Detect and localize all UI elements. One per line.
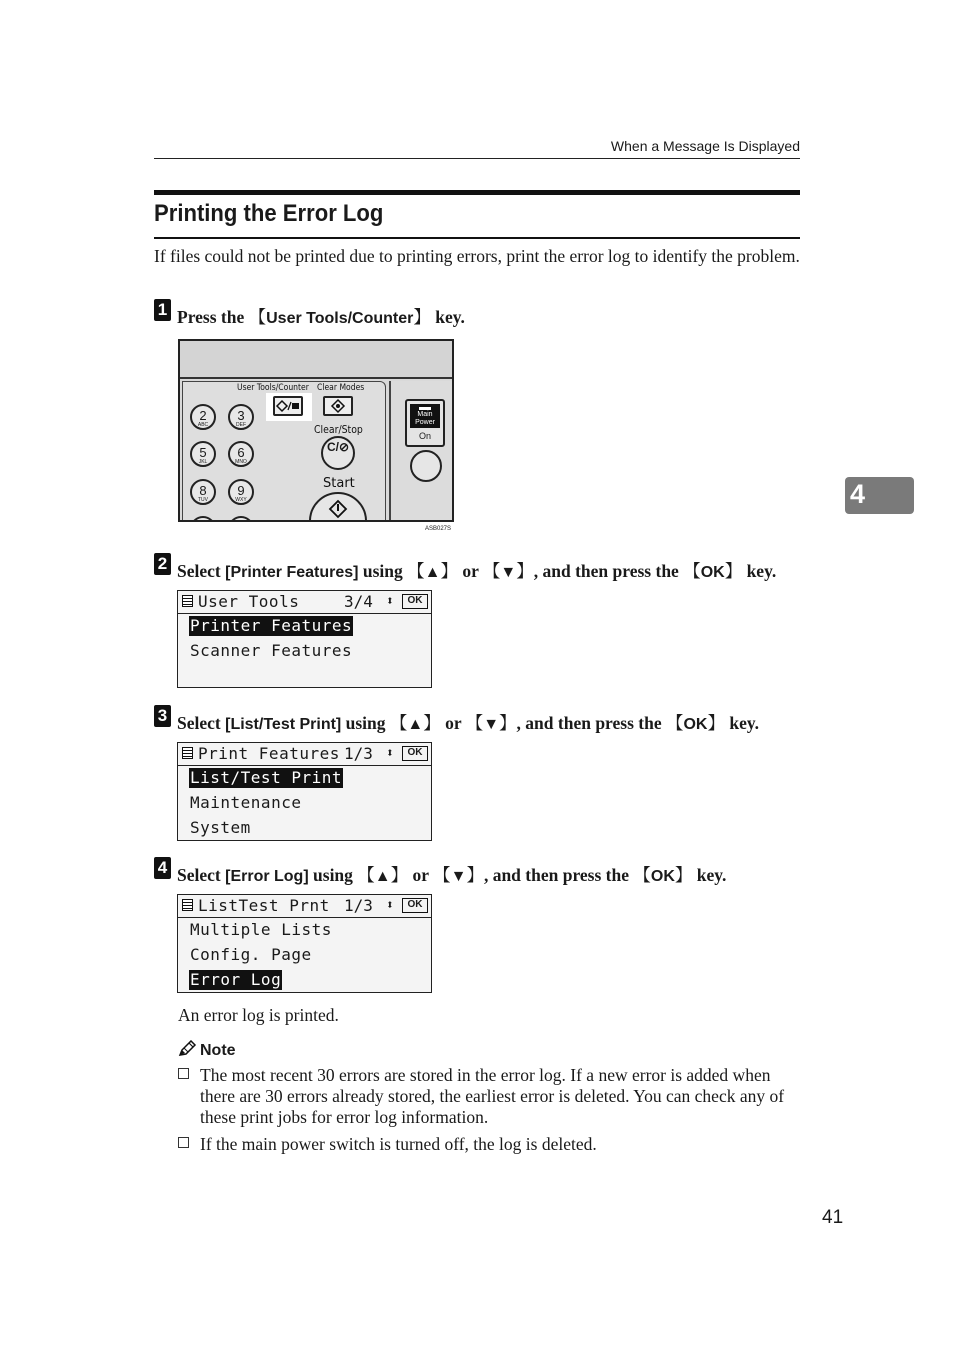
- clear-modes-button[interactable]: [323, 396, 353, 416]
- intro-paragraph: If files could not be printed due to printing errors, print the error log to identify the problem.: [154, 246, 800, 266]
- menu-item-error-log[interactable]: Error Log: [190, 970, 282, 989]
- page-number: 41: [822, 1207, 844, 1228]
- result-text: An error log is printed.: [178, 1005, 339, 1025]
- clear-modes-label: Clear Modes: [317, 383, 365, 393]
- note-pencil-icon: [177, 1040, 197, 1063]
- document-icon: [182, 595, 193, 607]
- main-power-text-1: Main: [417, 411, 433, 418]
- lcd-title-bar: [178, 895, 431, 918]
- checkbox-icon: [178, 1137, 189, 1148]
- lcd-page-indicator: 3/4: [344, 592, 373, 611]
- control-panel-illustration: [178, 339, 454, 522]
- start-icon: [328, 499, 348, 519]
- header-rule: [154, 158, 800, 159]
- ok-icon: OK: [402, 594, 428, 609]
- user-tools-icon: [275, 398, 301, 414]
- title-top-rule: [154, 190, 800, 195]
- power-on-button[interactable]: [410, 450, 442, 482]
- step-2-instruction: Select [Printer Features] using 【▲】 or 【▼】, and then press the 【OK】 key.: [177, 561, 777, 581]
- clear-stop-button[interactable]: C/⊘: [321, 436, 355, 470]
- menu-item-scanner-features[interactable]: Scanner Features: [190, 641, 353, 660]
- menu-item-config-page[interactable]: Config. Page: [190, 945, 312, 964]
- lcd-title-bar: [178, 743, 431, 766]
- step-2-menu-item: [Printer Features]: [225, 564, 359, 581]
- step-4-menu-item: [Error Log]: [225, 868, 309, 885]
- step-1-number: 1: [154, 299, 171, 321]
- step-1-post: key.: [430, 307, 465, 327]
- step-3-instruction: Select [List/Test Print] using 【▲】 or 【▼】, and then press the 【OK】 key.: [177, 713, 760, 733]
- step-4-down-key: ▼: [450, 868, 467, 885]
- number-key-2[interactable]: 2 ABC: [190, 404, 216, 430]
- start-label: Start: [323, 476, 355, 491]
- menu-item-printer-features[interactable]: Printer Features: [190, 616, 353, 635]
- step-2-number: 2: [154, 553, 171, 575]
- scroll-arrows-icon: ⬍: [386, 746, 394, 761]
- menu-item-system[interactable]: System: [190, 818, 251, 837]
- step-3-ok-key: OK: [683, 716, 708, 733]
- user-tools-counter-button[interactable]: [273, 396, 303, 416]
- number-key-9[interactable]: 9 WXY: [228, 479, 254, 505]
- step-4-number: 4: [154, 857, 171, 879]
- step-1-pre: Press the: [177, 307, 249, 327]
- title-bottom-rule: [154, 237, 800, 239]
- lcd-title: Print Features: [198, 744, 340, 763]
- step-3-down-key: ▼: [483, 716, 500, 733]
- scroll-arrows-icon: ⬍: [386, 594, 394, 609]
- lcd-page-indicator: 1/3: [344, 744, 373, 763]
- lcd-screen-print-features: [177, 742, 432, 841]
- step-3-number: 3: [154, 705, 171, 727]
- clear-stop-label: Clear/Stop: [314, 423, 363, 436]
- main-power-badge: [410, 404, 440, 428]
- number-key-6[interactable]: 6 MNO: [228, 441, 254, 467]
- figure-code: ASB027S: [425, 526, 452, 532]
- number-key-5[interactable]: 5 JKL: [190, 441, 216, 467]
- ok-icon: OK: [402, 746, 428, 761]
- number-key-3[interactable]: 3 DEF: [228, 404, 254, 430]
- document-icon: [182, 899, 193, 911]
- menu-item-maintenance[interactable]: Maintenance: [190, 793, 302, 812]
- lcd-page-indicator: 1/3: [344, 896, 373, 915]
- lcd-screen-user-tools: [177, 590, 432, 688]
- lcd-title-bar: [178, 591, 431, 614]
- running-header: When a Message Is Displayed: [610, 138, 800, 154]
- lcd-title: ListTest Prnt: [198, 896, 330, 915]
- step-4-instruction: Select [Error Log] using 【▲】 or 【▼】, and then press the 【OK】 key.: [177, 865, 727, 885]
- step-3-menu-item: [List/Test Print]: [225, 716, 342, 733]
- note-item: [178, 1065, 800, 1129]
- step-4-up-key: ▲: [374, 868, 391, 885]
- step-2-ok-key: OK: [700, 564, 725, 581]
- step-2-up-key: ▲: [424, 564, 441, 581]
- section-title: Printing the Error Log: [154, 200, 384, 227]
- note-text: The most recent 30 errors are stored in the error log. If a new error is added when there are 30 errors already stored, the earliest error is deleted. You can check any of these print jobs for error log information.: [200, 1065, 785, 1127]
- chapter-number: 4: [850, 479, 866, 509]
- number-key-8[interactable]: 8 TUV: [190, 479, 216, 505]
- note-heading: Note: [200, 1042, 236, 1059]
- chapter-tab: [845, 477, 914, 514]
- panel-top-band: [180, 341, 452, 379]
- lcd-title: User Tools: [198, 592, 300, 611]
- lcd-screen-list-test-print: [177, 894, 432, 993]
- step-4-ok-key: OK: [650, 868, 675, 885]
- main-power-indicator: [405, 399, 445, 447]
- step-1-instruction: Press the 【User Tools/Counter】 key.: [177, 307, 465, 327]
- step-3-up-key: ▲: [407, 716, 424, 733]
- clear-modes-icon: [325, 398, 351, 414]
- step-1-key: User Tools/Counter: [266, 310, 414, 327]
- scroll-arrows-icon: ⬍: [386, 898, 394, 913]
- on-label: On: [418, 431, 431, 441]
- document-icon: [182, 747, 193, 759]
- menu-item-multiple-lists[interactable]: Multiple Lists: [190, 920, 332, 939]
- main-power-text-2: Power: [415, 419, 435, 426]
- user-tools-label: User Tools/Counter: [237, 383, 309, 393]
- note-item: [178, 1134, 800, 1156]
- ok-icon: OK: [402, 898, 428, 913]
- menu-item-list-test-print[interactable]: List/Test Print: [190, 768, 342, 787]
- checkbox-icon: [178, 1068, 189, 1079]
- step-2-down-key: ▼: [500, 564, 517, 581]
- note-text: If the main power switch is turned off, the log is deleted.: [200, 1134, 597, 1154]
